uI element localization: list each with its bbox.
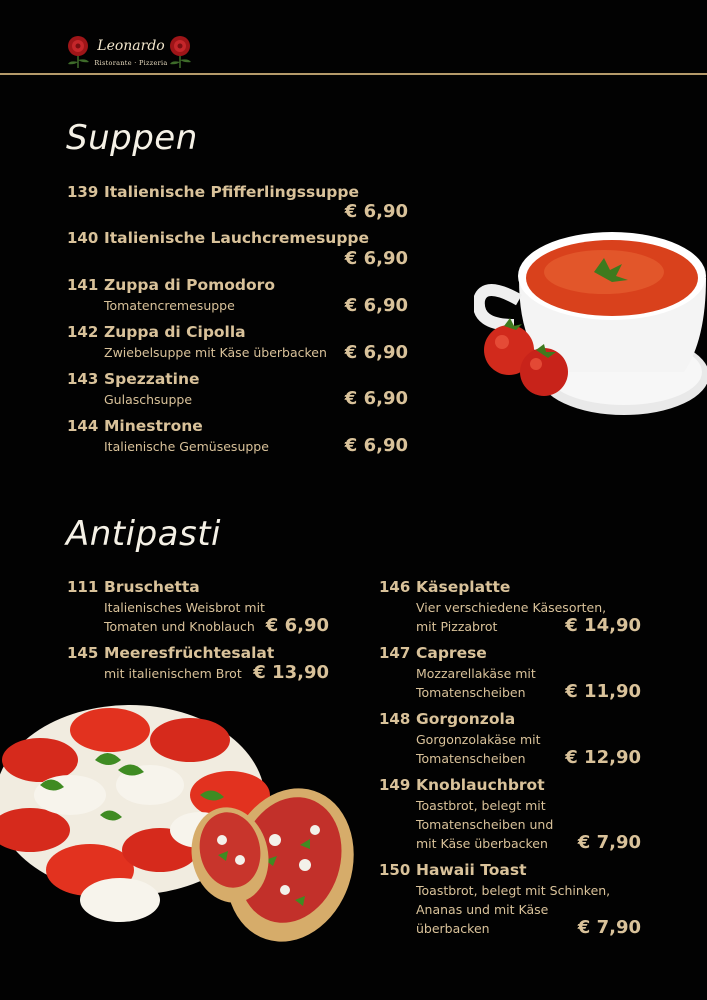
menu-item [379, 710, 641, 772]
item-description: Ananas und mit Käse [416, 902, 549, 917]
item-description: Vier verschiedene Käsesorten, [416, 600, 607, 615]
item-number: 146 [379, 578, 411, 596]
item-name: Käseplatte [416, 578, 511, 596]
item-number: 139 [67, 183, 99, 201]
item-description: mit Käse überbacken [416, 836, 548, 851]
item-name: Italienische Pfifferlingssuppe [104, 183, 359, 201]
item-name: Spezzatine [104, 370, 200, 388]
item-name: Italienische Lauchcremesuppe [104, 229, 370, 247]
menu-item [67, 276, 412, 321]
item-name: Bruschetta [104, 578, 200, 596]
item-number: 150 [379, 861, 411, 879]
item-name: Minestrone [104, 417, 203, 435]
item-number: 143 [67, 370, 99, 388]
header [0, 0, 707, 76]
item-name: Zuppa di Pomodoro [104, 276, 275, 294]
section-title-suppen: Suppen [66, 118, 198, 158]
item-description: Mozzarellakäse mit [416, 666, 536, 681]
item-description: mit Pizzabrot [416, 619, 498, 634]
item-name: Meeresfrüchtesalat [104, 644, 275, 662]
item-number: 142 [67, 323, 99, 341]
item-description: Tomatenscheiben [416, 751, 526, 766]
item-price: € 14,90 [565, 615, 641, 636]
item-description: Gorgonzolakäse mit [416, 732, 541, 747]
item-description: Toastbrot, belegt mit Schinken, [416, 883, 611, 898]
caprese-bruschetta-image [0, 700, 362, 960]
item-description: Tomatencremesuppe [104, 298, 235, 313]
logo [64, 32, 196, 76]
menu-item [379, 644, 641, 706]
item-description: mit italienischem Brot [104, 666, 242, 681]
item-number: 145 [67, 644, 99, 662]
item-description: überbacken [416, 921, 490, 936]
item-price: € 6,90 [344, 295, 408, 316]
item-description: Toastbrot, belegt mit [416, 798, 546, 813]
item-description: Zwiebelsuppe mit Käse überbacken [104, 345, 327, 360]
item-price: € 6,90 [344, 201, 408, 222]
menu-item [379, 861, 641, 941]
item-number: 148 [379, 710, 411, 728]
item-number: 144 [67, 417, 99, 435]
menu-item [67, 417, 412, 462]
item-description: Tomaten und Knoblauch [104, 619, 255, 634]
item-number: 141 [67, 276, 99, 294]
item-number: 140 [67, 229, 99, 247]
header-divider [0, 73, 707, 75]
item-price: € 6,90 [265, 615, 329, 636]
item-name: Gorgonzola [416, 710, 516, 728]
rose-icon [166, 34, 194, 70]
menu-item [379, 578, 641, 640]
tomato-soup-image [474, 200, 707, 428]
item-number: 149 [379, 776, 411, 794]
item-price: € 6,90 [344, 388, 408, 409]
brand-tagline: Ristorante · Pizzeria [94, 59, 168, 67]
item-name: Hawaii Toast [416, 861, 527, 879]
item-description: Italienisches Weisbrot mit [104, 600, 265, 615]
item-price: € 12,90 [565, 747, 641, 768]
item-description: Tomatenscheiben [416, 685, 526, 700]
item-price: € 7,90 [577, 832, 641, 853]
item-price: € 13,90 [253, 662, 329, 683]
item-price: € 6,90 [344, 342, 408, 363]
menu-item [67, 370, 412, 415]
item-price: € 7,90 [577, 917, 641, 938]
menu-item [67, 229, 412, 274]
item-description: Tomatenscheiben und [416, 817, 554, 832]
item-name: Knoblauchbrot [416, 776, 545, 794]
item-number: 111 [67, 578, 99, 596]
menu-item [67, 183, 412, 228]
menu-item [67, 644, 329, 686]
item-number: 147 [379, 644, 411, 662]
brand-name: Leonardo [97, 38, 165, 54]
item-price: € 11,90 [565, 681, 641, 702]
item-price: € 6,90 [344, 248, 408, 269]
item-description: Italienische Gemüsesuppe [104, 439, 269, 454]
menu-item [379, 776, 641, 856]
item-description: Gulaschsuppe [104, 392, 193, 407]
menu-item [67, 323, 412, 368]
menu-item [67, 578, 329, 640]
item-name: Zuppa di Cipolla [104, 323, 246, 341]
section-title-antipasti: Antipasti [66, 514, 221, 554]
item-name: Caprese [416, 644, 487, 662]
item-price: € 6,90 [344, 435, 408, 456]
